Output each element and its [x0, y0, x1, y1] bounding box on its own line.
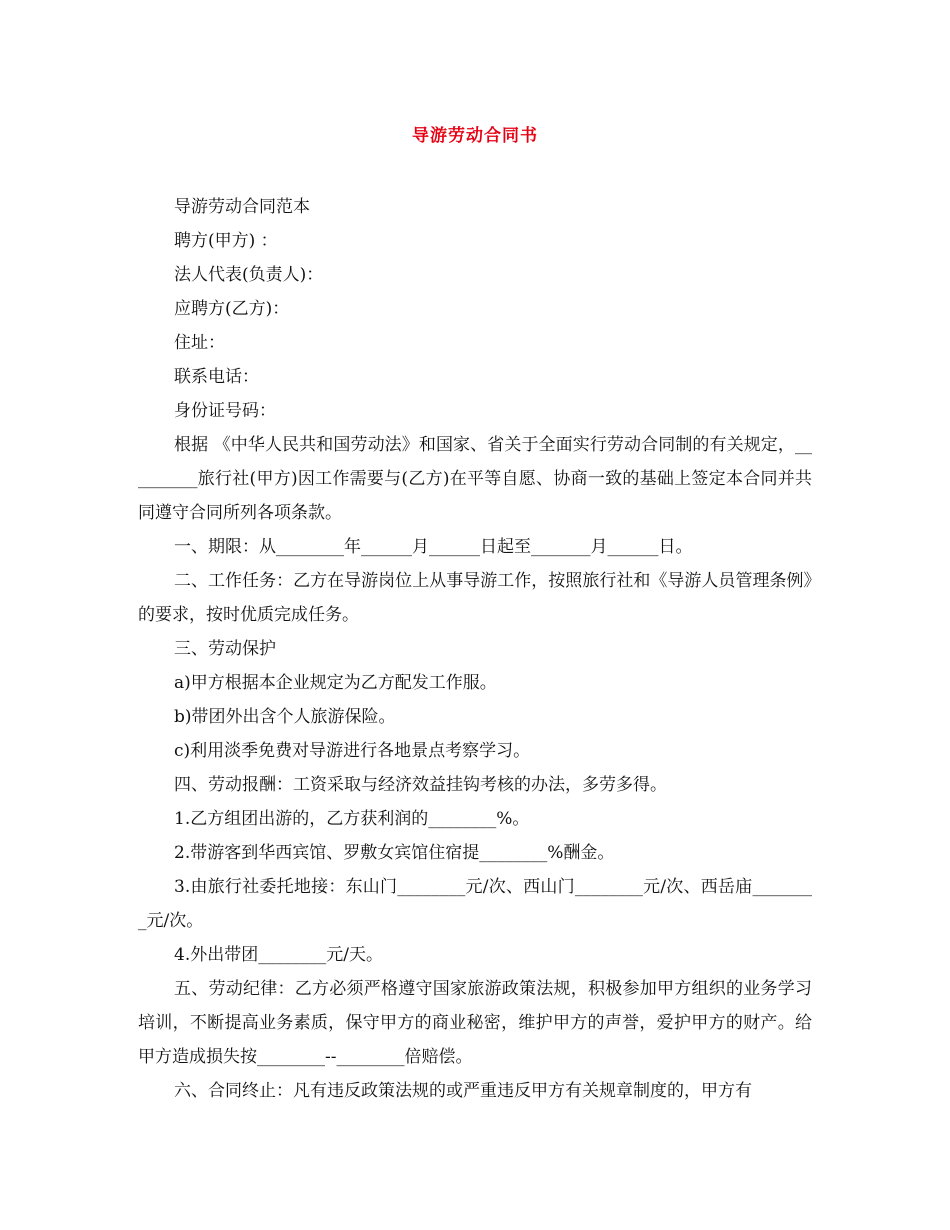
- paragraph-protection-a: a)甲方根据本企业规定为乙方配发工作服。: [174, 673, 497, 693]
- paragraph-remuneration-1: 1.乙方组团出游的，乙方获利润的________%。: [174, 809, 530, 829]
- paragraph-legal-rep: 法人代表(负责人)：: [174, 265, 324, 285]
- paragraph-remuneration-3: 3.由旅行社委托地接：东山门________元/次、西山门________元/次、西岳庙________元/次。: [138, 877, 812, 931]
- paragraph-preamble: 根据 《中华人民共和国劳动法》和国家、省关于全面实行劳动合同制的有关规定，_________旅行社(甲方)因工作需要与(乙方)在平等自愿、协商一致的基础上签定本合同并共同遵守合同所列各项条款。: [138, 435, 812, 523]
- paragraph-remuneration: 四、劳动报酬：工资采取与经济效益挂钩考核的办法，多劳多得。: [174, 775, 667, 795]
- paragraph-term: 一、期限：从________年______月______日起至_______月______日。: [174, 537, 693, 557]
- paragraph-phone: 联系电话：: [174, 367, 259, 387]
- paragraph-discipline: 五、劳动纪律：乙方必须严格遵守国家旅游政策法规，积极参加甲方组织的业务学习培训，不断提高业务素质，保守甲方的商业秘密，维护甲方的声誉，爱护甲方的财产。给甲方造成损失按________--________倍赔偿。: [138, 979, 812, 1067]
- paragraph-labor-protection: 三、劳动保护: [174, 639, 276, 659]
- paragraph-termination: 六、合同终止：凡有违反政策法规的或严重违反甲方有关规章制度的，甲方有: [174, 1081, 752, 1101]
- paragraph-subtitle: 导游劳动合同范本: [174, 197, 310, 217]
- document-title: 导游劳动合同书: [412, 126, 538, 146]
- paragraph-work-task: 二、工作任务：乙方在导游岗位上从事导游工作，按照旅行社和《导游人员管理条例》的要求，按时优质完成任务。: [138, 571, 812, 625]
- paragraph-id-number: 身份证号码：: [174, 401, 276, 421]
- document-body: [138, 190, 812, 1108]
- paragraph-employer: 聘方(甲方) ：: [174, 231, 278, 251]
- paragraph-remuneration-2: 2.带游客到华西宾馆、罗敷女宾馆住宿提________%酬金。: [174, 843, 615, 863]
- paragraph-protection-b: b)带团外出含个人旅游保险。: [174, 707, 396, 727]
- paragraph-protection-c: c)利用淡季免费对导游进行各地景点考察学习。: [174, 741, 531, 761]
- paragraph-employee: 应聘方(乙方)：: [174, 299, 290, 319]
- paragraph-address: 住址：: [174, 333, 225, 353]
- paragraph-remuneration-4: 4.外出带团________元/天。: [174, 945, 383, 965]
